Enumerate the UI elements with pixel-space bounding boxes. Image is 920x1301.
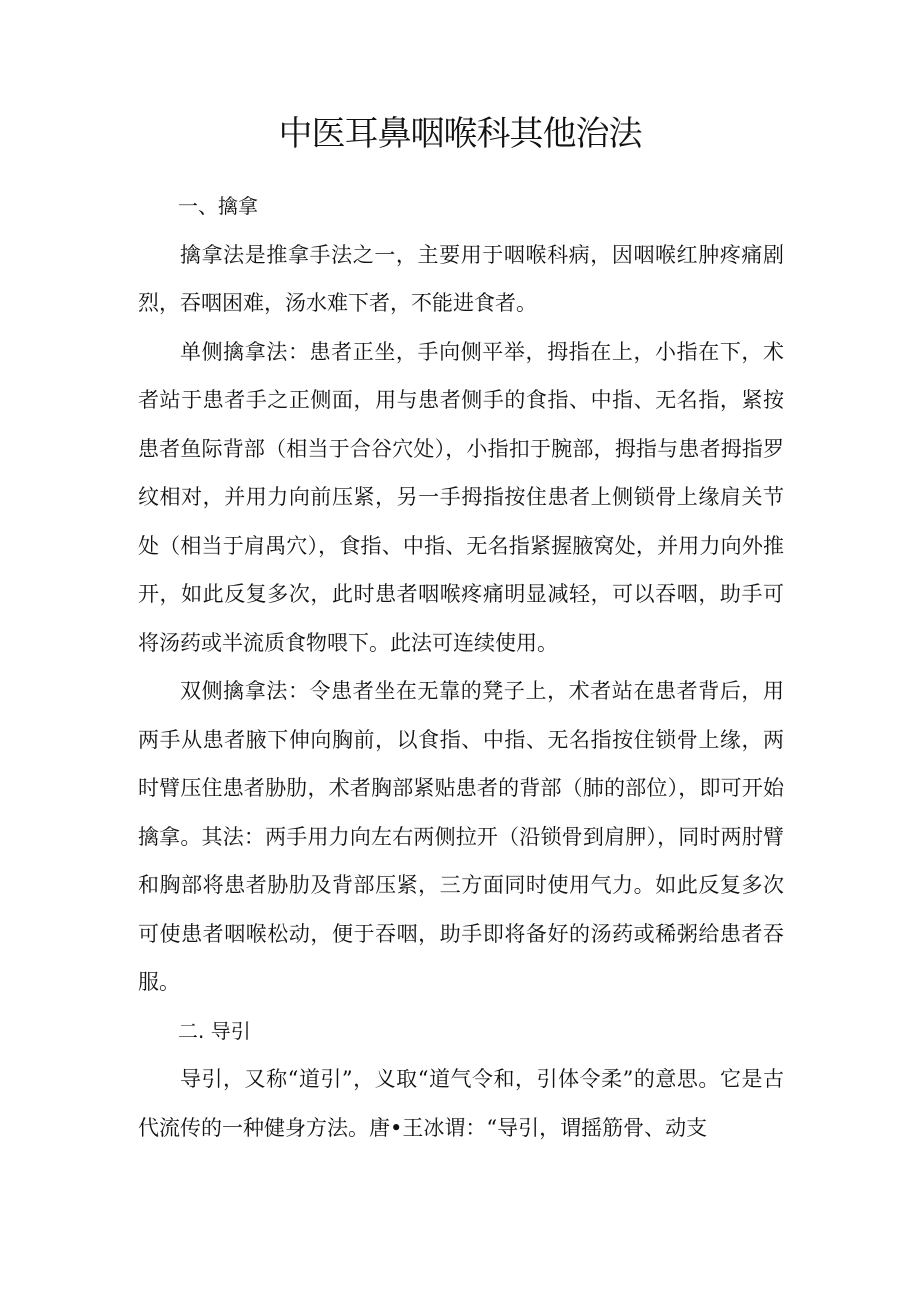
document-body [138, 182, 784, 1152]
paragraph-daoyin-intro: 导引，又称“道引”，义取“道气令和，引体令柔”的意思。它是古代流传的一种健身方法。唐•王冰谓：“导引，谓摇筋骨、动支 [138, 1067, 784, 1140]
paragraph-double-side-method: 双侧擒拿法：令患者坐在无靠的凳子上，术者站在患者背后，用两手从患者腋下伸向胸前，以食指、中指、无名指按住锁骨上缘，两时臂压住患者胁肋，术者胸部紧贴患者的背部（肺的部位），即可开始擒拿。其法：两手用力向左右两侧拉开（沿锁骨到肩胛），同时两肘臂和胸部将患者胁肋及背部压紧，三方面同时使用气力。如此反复多次可使患者咽喉松动，便于吞咽，助手即将备好的汤药或稀粥给患者吞服。 [138, 679, 784, 994]
paragraph-single-side-method: 单侧擒拿法：患者正坐，手向侧平举，拇指在上，小指在下，术者站于患者手之正侧面，用与患者侧手的食指、中指、无名指，紧按患者鱼际背部（相当于合谷穴处），小指扣于腕部，拇指与患者拇指罗纹相对，并用力向前压紧，另一手拇指按住患者上侧锁骨上缘肩关节处（相当于肩禺穴），食指、中指、无名指紧握腋窝处，并用力向外推开，如此反复多次，此时患者咽喉疼痛明显减轻，可以吞咽，助手可将汤药或半流质食物喂下。此法可连续使用。 [138, 339, 784, 655]
paragraph-qinna-intro: 擒拿法是推拿手法之一，主要用于咽喉科病，因咽喉红肿疼痛剧烈，吞咽困难，汤水难下者，不能进食者。 [138, 242, 784, 315]
section-heading-daoyin: 二. 导引 [178, 1018, 251, 1043]
section-heading-qinna: 一、擒拿 [178, 194, 258, 218]
document-title: 中医耳鼻咽喉科其他治法 [278, 114, 642, 154]
